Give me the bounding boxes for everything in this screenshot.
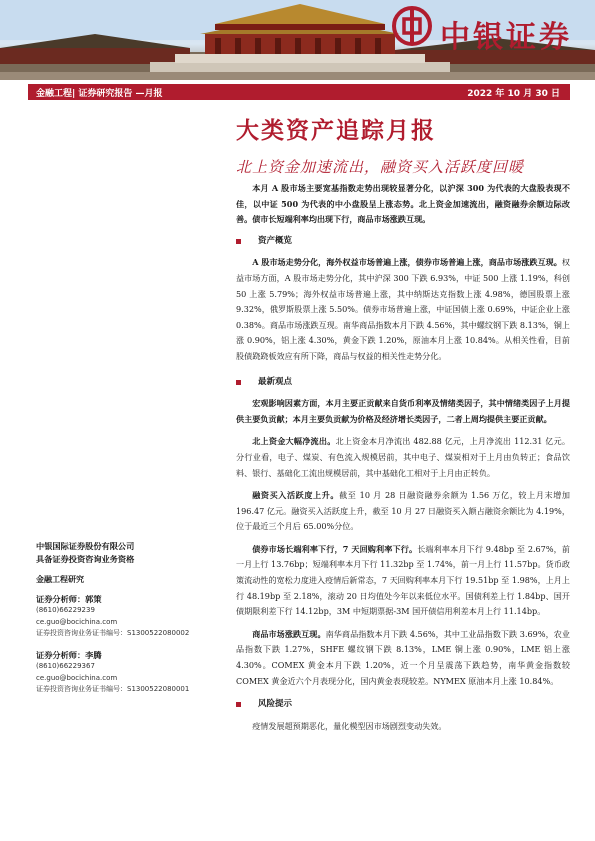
paragraph-lead: 债券市场长端利率下行，7 天回购利率下行。 xyxy=(252,543,418,554)
section-heading-risk xyxy=(236,697,570,713)
main-content xyxy=(236,181,570,734)
bullet-square-icon xyxy=(236,239,241,244)
analyst-card xyxy=(36,594,226,640)
paragraph-body: 权益市场方面，A 股市场走势分化，其中沪深 300 下跌 6.93%，中证 500 上涨 1.19%，科创 50 上涨 5.79%；海外权益市场普遍上涨，其中纳斯达克指数上涨 4.98%，德国股票上涨 9.32%，俄罗斯股票上涨 5.50%。债券市场普遍上涨，中证国债上涨 0.69%，中证企业上涨 0.38%。商品市场涨跌互现。南华商品指数本月下跌 4.56%，其中螺纹钢下跌 8.13%，铜上涨 0.90%，铝上涨 4.30%，黄金下跌 1.20%，原油本月上涨 10.84%。从相关性看，目前股债跷跷板效应有所下降，商品与权益的相关性走势分化。 xyxy=(236,257,570,361)
paragraph-lead: 商品市场涨跌互现。 xyxy=(252,628,326,639)
report-title: 大类资产追踪月报 xyxy=(236,117,436,144)
intro-summary: 本月 A 股市场主要宽基指数走势出现较显著分化，以沪深 300 为代表的大盘股表现不佳，以中证 500 为代表的中小盘股呈上涨态势。北上资金加速流出，融资融券余额边际改善。债市长短端利率均出现下行，商品市场涨跌互现。 xyxy=(236,183,570,225)
paragraph-lead: 宏观影响因素方面，本月主要正贡献来自货币利率及情绪类因子，其中情绪类因子上月提供主要负贡献；本月主要负贡献为价格及经济增长类因子，二者上周均提供主要正贡献。 xyxy=(236,398,570,424)
company-qualification: 具备证券投资咨询业务资格 xyxy=(36,553,135,564)
paragraph-body: 北上资金本月净流出 482.88 亿元，上月净流出 112.31 亿元。分行业看，电子、煤炭、有色流入规模居前，其中电子、煤炭相对于上月由负转正；食品饮料、银行、基础化工流出规模居前，其中基础化工相对于上月由正转负。 xyxy=(236,436,570,478)
section-heading-overview xyxy=(236,234,570,250)
analyst-email[interactable]: ce.guo@bocichina.com xyxy=(36,617,118,626)
paragraph-lead: 融资买入活跃度上升。 xyxy=(252,490,340,501)
paragraph-body: 疫情发展超预期恶化，量化模型因市场剧烈变动失效。 xyxy=(252,720,447,731)
analyst-card xyxy=(36,650,226,696)
analyst-email[interactable]: ce.guo@bocichina.com xyxy=(36,673,118,682)
report-info-bar xyxy=(28,84,570,100)
paragraph-lead: 北上资金大幅净流出。 xyxy=(252,436,336,447)
paragraph xyxy=(236,488,570,535)
paragraph xyxy=(236,627,570,689)
paragraph-body: 南华商品指数本月下跌 4.56%，其中工业品指数下跌 3.69%，农业品指数下跌 1.27%，SHFE 螺纹钢下跌 8.13%，LME 铜上涨 0.90%，LME 铝上涨 4.30%。COMEX 黄金本月下跌 1.20%，近一个月呈震荡下跌趋势，南华黄金指数较 COMEX 黄金近六个月表现分化，国内黄金表现较差。NYMEX 原油本月上涨 10.84%。 xyxy=(236,628,570,686)
analyst-phone: (8610)66229367 xyxy=(36,662,95,670)
brand-name: 中银证券 xyxy=(440,20,572,55)
section-title: 风险提示 xyxy=(258,699,293,710)
paragraph xyxy=(236,255,570,364)
analyst-cert: 证券投资咨询业务证书编号：S1300522080001 xyxy=(36,685,190,693)
report-subtitle: 北上资金加速流出，融资买入活跃度回暖 xyxy=(236,158,525,176)
analyst-title: 证券分析师：郭策 xyxy=(36,593,102,604)
paragraph xyxy=(236,719,570,735)
research-category: 金融工程研究 xyxy=(36,574,84,584)
paragraph-body: 截至 10 月 28 日融资融券余额为 1.56 万亿，较上月末增加 196.47 亿元。融资买入活跃度上升，截至 10 月 27 日融资买入额占融资余额比为 4.19%，位于最近三个月后 65.00%分位。 xyxy=(236,490,570,532)
paragraph xyxy=(236,396,570,427)
header-banner xyxy=(0,0,595,80)
company-info xyxy=(36,540,226,565)
analyst-title: 证券分析师：李腾 xyxy=(36,649,102,660)
bullet-square-icon xyxy=(236,702,241,707)
sidebar xyxy=(36,540,226,706)
paragraph xyxy=(236,434,570,481)
section-heading-views xyxy=(236,375,570,391)
analyst-cert: 证券投资咨询业务证书编号：S1300522080002 xyxy=(36,629,190,637)
company-name: 中银国际证券股份有限公司 xyxy=(36,541,135,551)
section-title: 最新观点 xyxy=(258,376,293,387)
paragraph xyxy=(236,542,570,620)
brand-logo xyxy=(392,6,592,58)
section-title: 资产概览 xyxy=(258,235,293,246)
analyst-phone: (8610)66229239 xyxy=(36,606,95,614)
bank-of-china-icon xyxy=(392,6,432,46)
paragraph-body: 长端利率本月下行 9.48bp 至 2.67%，前一月上行 13.76bp；短端利率本月下行 11.32bp 至 1.74%，前一月上行 11.57bp。货币政策流动性的宽松力度进入疫情后新常态，7 天回购利率本月下行 19.51bp 至 1.98%，上月上行 48.19bp 至 2.18%，滚动 20 日均值处今年以来低位水平。国债利差上行 1.84bp、国开债期限利差下行 14.12bp，3M 中短期票据-3M 国开债信用利差本月上行 11.14bp。 xyxy=(236,543,570,617)
report-date: 2022 年 10 月 30 日 xyxy=(467,89,560,99)
bullet-square-icon xyxy=(236,380,241,385)
report-type: 金融工程| 证券研究报告 —月报 xyxy=(36,89,163,99)
paragraph-lead: A 股市场走势分化，海外权益市场普遍上涨，债券市场普遍上涨，商品市场涨跌互现。 xyxy=(252,257,562,268)
